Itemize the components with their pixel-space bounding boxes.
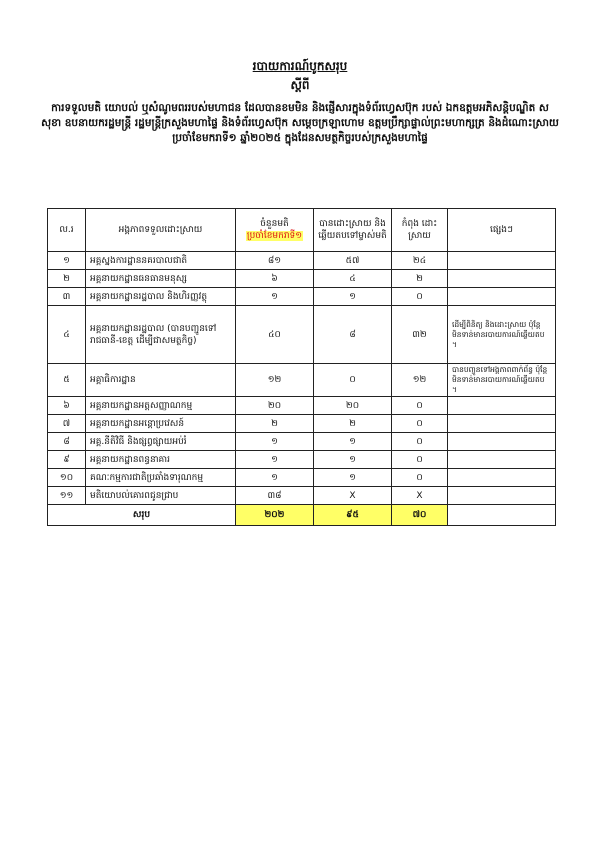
row-pending: ៣២ <box>392 306 448 364</box>
row-note <box>448 288 556 306</box>
table-row <box>48 397 556 415</box>
row-note <box>448 270 556 288</box>
row-total: ១ <box>236 469 314 487</box>
row-total: ៤០ <box>236 306 314 364</box>
total-pending: ៧០ <box>392 505 448 526</box>
row-pending: ២៤ <box>392 252 448 270</box>
row-total: ៦ <box>236 270 314 288</box>
table-row <box>48 487 556 505</box>
row-total: ៨១ <box>236 252 314 270</box>
header-resolved: បានដោះស្រាយ និង ឆ្លើយតបទៅម្ចាស់មតិ <box>314 209 392 252</box>
table-row <box>48 252 556 270</box>
row-note <box>448 415 556 433</box>
row-note: ដើម្បីពិនិត្យ និងដោះស្រាយ ប៉ុន្តែ មិនទាន់មានរបាយការណ៍ឆ្លើយតប ។ <box>448 306 556 364</box>
table-row <box>48 288 556 306</box>
row-unit: អគ្គនាយកដ្ឋានធនធានមនុស្ស <box>86 270 236 288</box>
row-note <box>448 433 556 451</box>
header-unit: អង្គភាពទទួលដោះស្រាយ <box>86 209 236 252</box>
table-row <box>48 270 556 288</box>
table-row <box>48 364 556 397</box>
table-row <box>48 433 556 451</box>
row-unit: អគ្គនាយកដ្ឋានអន្តោប្រវេសន៍ <box>86 415 236 433</box>
header-total-line1: ចំនួនមតិ <box>260 219 289 229</box>
row-unit: អគ្គាធិការដ្ឋាន <box>86 364 236 397</box>
row-unit: គណៈកម្មការជាតិប្រឆាំងទារុណកម្ម <box>86 469 236 487</box>
row-resolved: ៨ <box>314 306 392 364</box>
row-unit: អគ្គនាយកដ្ឋានពន្ធនាគារ <box>86 451 236 469</box>
table-row <box>48 415 556 433</box>
row-note <box>448 487 556 505</box>
row-pending: ០ <box>392 288 448 306</box>
row-no: ១១ <box>48 487 86 505</box>
row-total: ១ <box>236 288 314 306</box>
row-resolved: ២ <box>314 415 392 433</box>
row-total: ១២ <box>236 364 314 397</box>
row-pending: ០ <box>392 451 448 469</box>
row-pending: ២ <box>392 270 448 288</box>
row-no: ២ <box>48 270 86 288</box>
row-no: ៩ <box>48 451 86 469</box>
row-resolved: ១ <box>314 469 392 487</box>
row-resolved: ៤ <box>314 270 392 288</box>
header-no: ល.រ <box>48 209 86 252</box>
row-no: ១ <box>48 252 86 270</box>
row-no: ១០ <box>48 469 86 487</box>
row-unit: អគ្គ.នីតិវិធី និងផ្សព្វផ្សាយអប់រំ <box>86 433 236 451</box>
row-unit: អគ្គនាយកដ្ឋានអត្តសញ្ញាណកម្ម <box>86 397 236 415</box>
row-resolved: X <box>314 487 392 505</box>
row-note <box>448 397 556 415</box>
total-resolved: ៩៥ <box>314 505 392 526</box>
row-no: ៣ <box>48 288 86 306</box>
row-resolved: ០ <box>314 364 392 397</box>
header-total <box>236 209 314 252</box>
report-title: របាយការណ៍បូកសរុប <box>252 59 348 73</box>
row-pending: ០ <box>392 415 448 433</box>
row-pending: ០ <box>392 433 448 451</box>
report-description: ការទទួលមតិ យោបល់ ឬសំណូមពររបស់មហាជន ដែលបានខមមិន និងផ្ញើសារក្នុងទំព័រហ្វេសប៊ុក របស់ ឯកឧត្តមអភិសន្តិបណ្ឌិត ស សុខា ឧបនាយករដ្ឋមន្ត្រី រដ្ឋមន្ត្រីក្រសួងមហាផ្ទៃ និងទំព័រហ្វេសប៊ុក សម្ដេចក្រឡាហោម ឧត្តមប្រឹក្សាផ្ទាល់ព្រះមហាក្សត្រ និងដំណោះស្រាយប្រចាំខែមករាទី១ ឆ្នាំ២០២៥ ក្នុងដែនសមត្ថកិច្ចរបស់ក្រសួងមហាផ្ទៃ <box>41 102 559 144</box>
table-row <box>48 469 556 487</box>
row-resolved: ១ <box>314 451 392 469</box>
total-note-empty <box>448 505 556 526</box>
row-note <box>448 469 556 487</box>
document-header <box>40 58 560 146</box>
row-no: ៧ <box>48 415 86 433</box>
row-note <box>448 451 556 469</box>
row-total: ១ <box>236 433 314 451</box>
header-total-line2: ប្រចាំខែមករាទី១ <box>246 231 303 241</box>
row-pending: X <box>392 487 448 505</box>
row-total: ៣៨ <box>236 487 314 505</box>
row-pending: ០ <box>392 469 448 487</box>
table-row <box>48 451 556 469</box>
row-pending: ១២ <box>392 364 448 397</box>
report-table <box>47 208 556 526</box>
table-total-row <box>48 505 556 526</box>
row-resolved: ២០ <box>314 397 392 415</box>
table-header-row <box>48 209 556 252</box>
row-resolved: ១ <box>314 288 392 306</box>
row-note: បានបញ្ជូនទៅអង្គភាពពាក់ព័ន្ធ ប៉ុន្តែ មិនទាន់មានរបាយការណ៍ឆ្លើយតប ។ <box>448 364 556 397</box>
row-resolved: ១ <box>314 433 392 451</box>
table-row <box>48 306 556 364</box>
row-unit: អគ្គនាយកដ្ឋានរដ្ឋបាល និងហិរញ្ញវត្ថុ <box>86 288 236 306</box>
row-note <box>448 252 556 270</box>
row-unit: មតិយោបល់គោរពជូនជ្រាប <box>86 487 236 505</box>
row-total: ២០ <box>236 397 314 415</box>
row-pending: ០ <box>392 397 448 415</box>
total-count: ២០២ <box>236 505 314 526</box>
row-total: ១ <box>236 451 314 469</box>
row-no: ៦ <box>48 397 86 415</box>
row-total: ២ <box>236 415 314 433</box>
row-no: ៤ <box>48 306 86 364</box>
report-subtitle: ស្ដីពី <box>290 78 310 92</box>
row-resolved: ៥៧ <box>314 252 392 270</box>
row-unit: អគ្គនាយកដ្ឋានរដ្ឋបាល (បានបញ្ជូនទៅរាជធានី-ខេត្ត ដើម្បីជាសមត្ថកិច្ច) <box>86 306 236 364</box>
row-unit: អគ្គស្នងការដ្ឋាននគរបាលជាតិ <box>86 252 236 270</box>
total-label: សរុប <box>48 505 236 526</box>
row-no: ៨ <box>48 433 86 451</box>
header-pending: កំពុង ដោះស្រាយ <box>392 209 448 252</box>
row-no: ៥ <box>48 364 86 397</box>
header-other: ផ្សេងៗ <box>448 209 556 252</box>
